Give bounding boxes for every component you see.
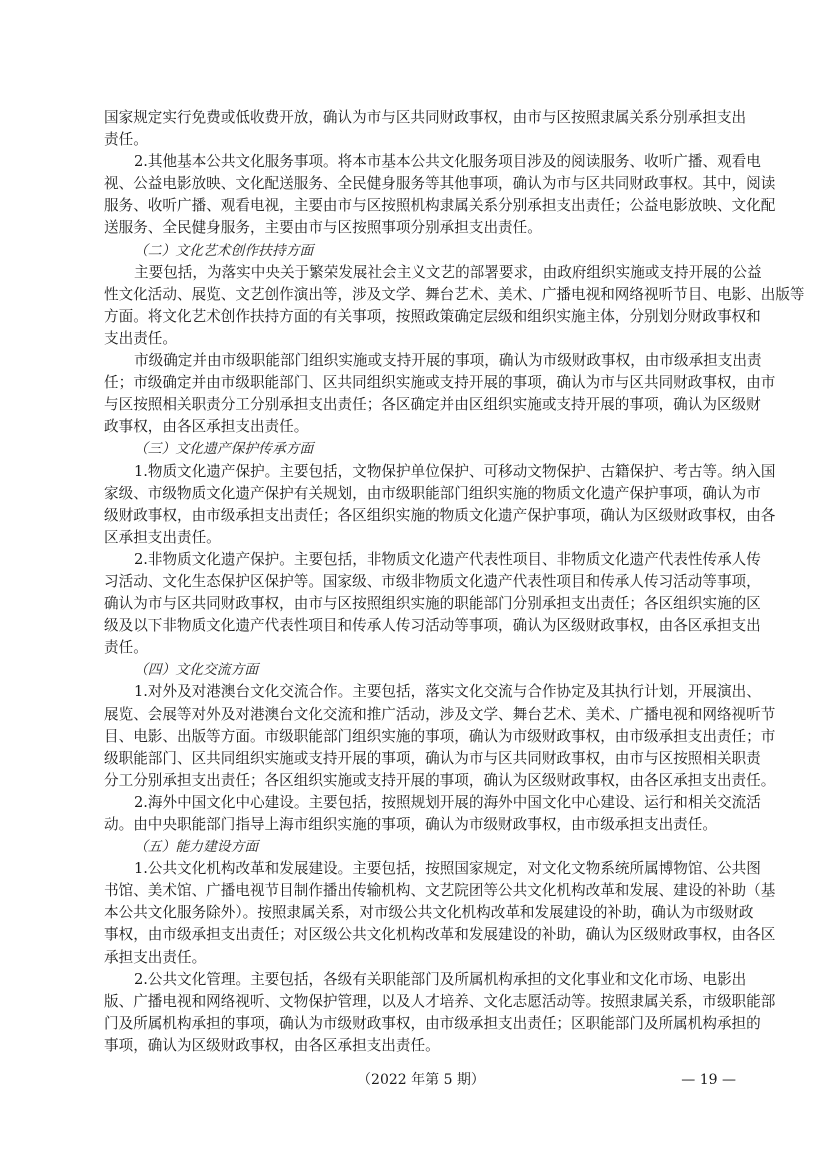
text-line: 责任。: [104, 131, 148, 149]
text-line: 服务、收听广播、观看电视，主要由市与区按照机构隶属关系分别承担支出责任；公益电影放映、文化配: [104, 197, 776, 215]
text-line: 责任。: [104, 639, 148, 657]
paragraph: [104, 858, 776, 968]
paragraph: [104, 681, 776, 791]
text-line: 习活动、文化生态保护区保护等。国家级、市级非物质文化遗产代表性项目和传承人传习活动等事项，: [104, 572, 761, 590]
text-line: 2.其他基本公共文化服务事项。将本市基本公共文化服务项目涉及的阅读服务、收听广播、观看电: [134, 153, 761, 171]
text-line: 级职能部门、区共同组织实施或支持开展的事项，确认为市与区共同财政事权，由市与区按照相关职责: [104, 749, 761, 767]
text-line: 本公共文化服务除外）。按照隶属关系，对市级公共文化机构改革和发展建设的补助，确认为市级财政: [104, 904, 754, 922]
text-line: 事权，由市级承担支出责任；对区级公共文化机构改革和发展建设的补助，确认为区级财政事权，由各区: [104, 926, 776, 944]
text-line: 家级、市级物质文化遗产保护有关规划，由市级职能部门组织实施的物质文化遗产保护事项，确认为市: [104, 484, 761, 502]
text-line: 级财政事权，由市级承担支出责任；各区组织实施的物质文化遗产保护事项，确认为区级财政事权，由各: [104, 506, 776, 524]
text-line: （五）能力建设方面: [134, 839, 259, 856]
text-line: （二）文化艺术创作扶持方面: [134, 242, 314, 259]
text-line: 任；市级确定并由市级职能部门、区共同组织实施或支持开展的事项，确认为市与区共同财政事权，由市: [104, 374, 776, 392]
text-line: 1.对外及对港澳台文化交流合作。主要包括，落实文化交流与合作协定及其执行计划，开展演出、: [134, 683, 761, 701]
section-heading: [104, 240, 738, 262]
text-line: 确认为市与区共同财政事权，由市与区按照组织实施的职能部门分别承担支出责任；各区组织实施的区: [104, 595, 761, 613]
text-line: 国家规定实行免费或低收费开放，确认为市与区共同财政事权，由市与区按照隶属关系分别承担支出: [104, 109, 747, 126]
paragraph: [104, 969, 776, 1057]
text-line: 2.非物质文化遗产保护。主要包括，非物质文化遗产代表性项目、非物质文化遗产代表性传承人传: [134, 550, 761, 568]
text-line: 动。由中央职能部门指导上海市组织实施的事项，确认为市级财政事权，由市级承担支出责任。: [104, 816, 717, 833]
paragraph: [104, 350, 776, 438]
text-line: 1.物质文化遗产保护。主要包括，文物保护单位保护、可移动文物保护、古籍保护、考古等。纳入国: [134, 462, 776, 480]
text-line: （三）文化遗产保护传承方面: [134, 441, 314, 458]
paragraph: [104, 792, 761, 836]
paragraph: [104, 151, 776, 239]
text-line: 区承担支出责任。: [104, 528, 221, 546]
section-heading: [104, 438, 738, 460]
paragraph: [104, 461, 776, 549]
issue-label: （2022 年第 5 期）: [357, 1072, 485, 1088]
text-line: 政事权，由各区承担支出责任。: [104, 418, 309, 436]
paragraph: [104, 549, 761, 659]
text-line: 2.海外中国文化中心建设。主要包括，按照规划开展的海外中国文化中心建设、运行和相关交流活: [134, 793, 761, 811]
text-line: 版、广播电视和网络视听、文物保护管理，以及人才培养、文化志愿活动等。按照隶属关系，市级职能部: [104, 992, 776, 1010]
text-line: 分工分别承担支出责任；各区组织实施或支持开展的事项，确认为区级财政事权，由各区承担支出责任。: [104, 771, 776, 789]
text-line: 展览、会展等对外及对港澳台文化交流和推广活动，涉及文学、舞台艺术、美术、广播电视和网络视听节: [104, 705, 776, 723]
text-line: 与区按照相关职责分工分别承担支出责任；各区确定并由区组织实施或支持开展的事项，确认为区级财: [104, 396, 761, 414]
text-line: 级及以下非物质文化遗产代表性项目和传承人传习活动等事项，确认为区级财政事权，由各区承担支出: [104, 617, 761, 635]
text-line: 承担支出责任。: [104, 948, 207, 966]
text-line: （四）文化交流方面: [134, 662, 259, 679]
text-line: 门及所属机构承担的事项，确认为市级财政事权，由市级承担支出责任；区职能部门及所属机构承担的: [104, 1014, 761, 1032]
text-line: 视、公益电影放映、文化配送服务、全民健身服务等其他事项，确认为市与区共同财政事权。其中，阅读: [104, 175, 776, 193]
text-line: 性文化活动、展览、文艺创作演出等，涉及文学、舞台艺术、美术、广播电视和网络视听节目、电影、出版等: [104, 285, 805, 303]
text-line: 1.公共文化机构改革和发展建设。主要包括，按照国家规定，对文化文物系统所属博物馆、公共图: [134, 860, 761, 878]
text-line: 支出责任。: [104, 329, 177, 347]
text-line: 主要包括，为落实中央关于繁荣发展社会主义文艺的部署要求，由政府组织实施或支持开展的公益: [134, 263, 762, 281]
section-heading: [104, 836, 738, 858]
paragraph: [104, 107, 747, 151]
text-line: 送服务、全民健身服务，主要由市与区按照事项分别承担支出责任。: [104, 219, 542, 237]
text-line: 书馆、美术馆、广播电视节目制作播出传输机构、文艺院团等公共文化机构改革和发展、建设的补助（基: [104, 882, 776, 900]
text-line: 事项，确认为区级财政事权，由各区承担支出责任。: [104, 1036, 440, 1054]
text-line: 方面。将文化艺术创作扶持方面的有关事项，按照政策确定层级和组织实施主体，分别划分财政事权和: [104, 307, 761, 325]
section-heading: [104, 659, 738, 681]
paragraph: [104, 262, 805, 350]
page-footer: [104, 1069, 738, 1091]
text-line: 2.公共文化管理。主要包括，各级有关职能部门及所属机构承担的文化事业和文化市场、电影出: [134, 970, 747, 988]
page-number: — 19 —: [681, 1072, 736, 1088]
text-line: 市级确定并由市级职能部门组织实施或支持开展的事项，确认为市级财政事权，由市级承担支出责: [134, 352, 762, 370]
document-body: [104, 107, 805, 1057]
text-line: 目、电影、出版等方面。市级职能部门组织实施的事项，确认为市级财政事权，由市级承担支出责任；市: [104, 727, 776, 745]
